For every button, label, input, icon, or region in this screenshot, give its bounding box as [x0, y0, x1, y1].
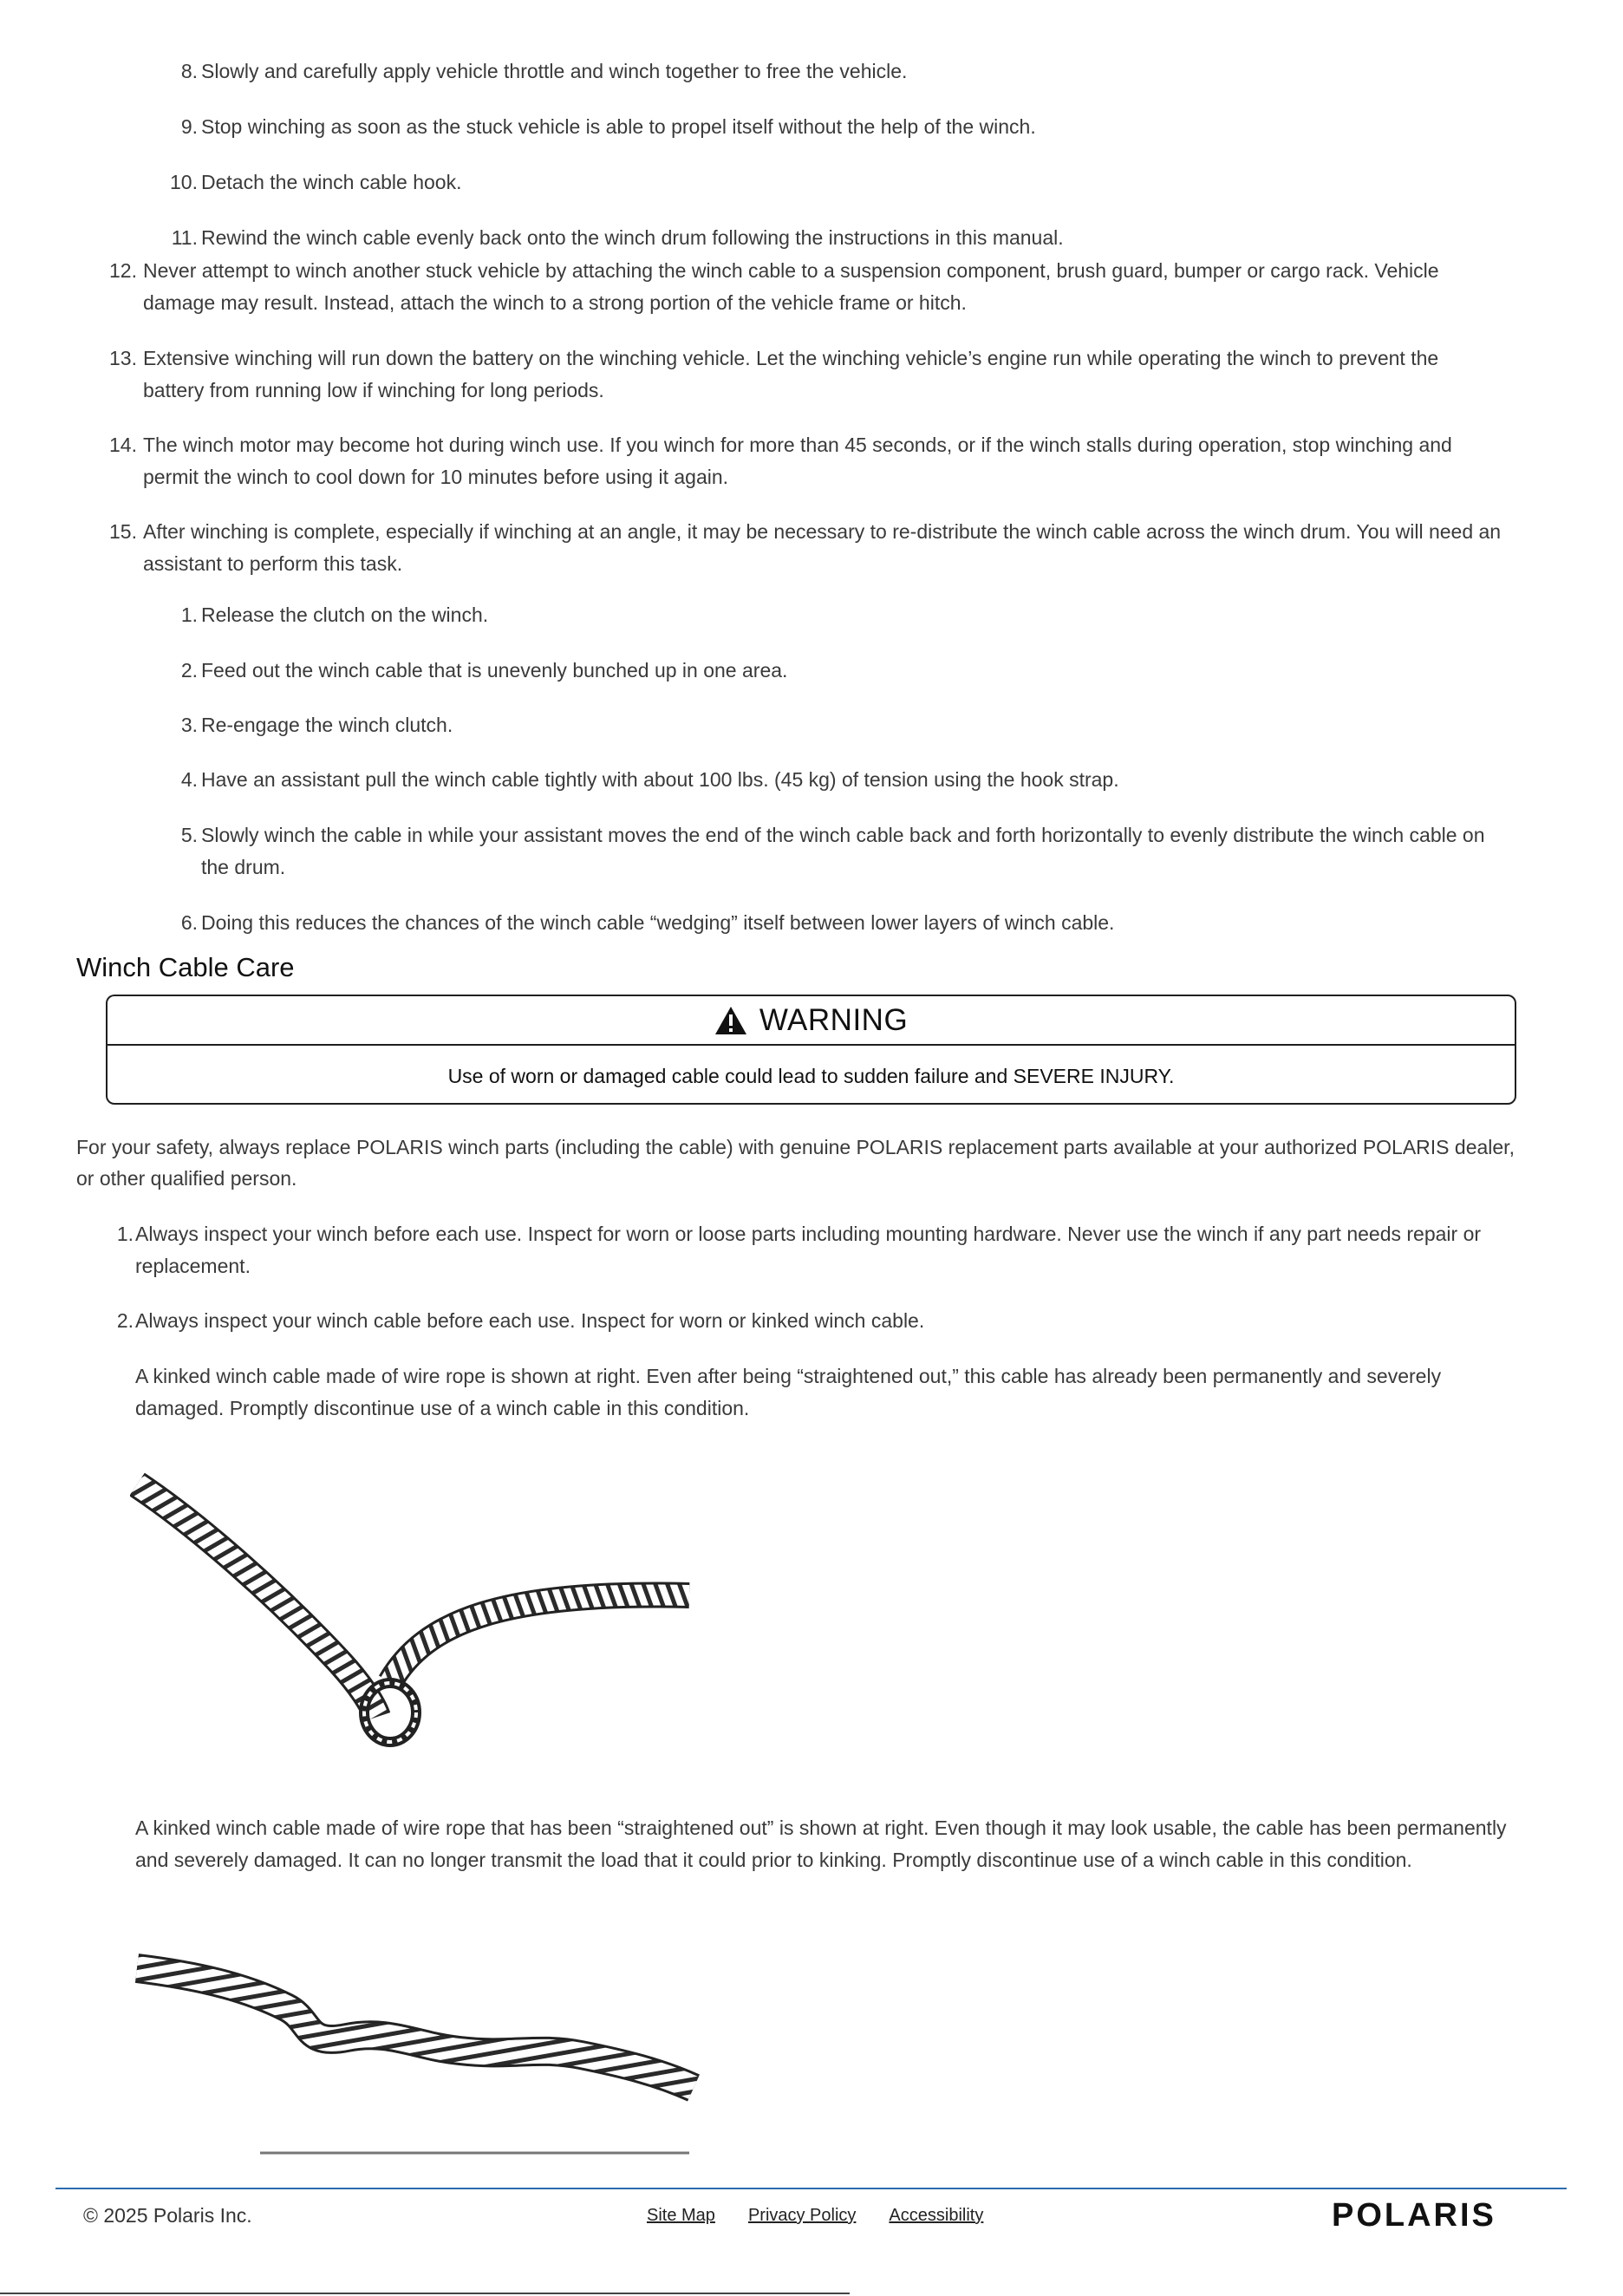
substep-text: Slowly winch the cable in while your assistant moves the end of the winch cable back and forth horizontally to evenly distribute the winch cable on [201, 824, 1485, 846]
substep-number: 2. [180, 659, 198, 682]
care-item-number: 2. [116, 1309, 134, 1332]
warning-title: WARNING [759, 1002, 909, 1037]
substep-number: 4. [180, 768, 198, 791]
item-text: Never attempt to winch another stuck vehicle by attaching the winch cable to a suspension component, brush guard, bumper or cargo rack. Vehicle [143, 259, 1439, 282]
accessibility-link[interactable]: Accessibility [889, 2206, 984, 2225]
item-text: After winching is complete, especially if winching at an angle, it may be necessary to re-distribute the winch cable across the winch drum. You will need an [143, 520, 1502, 543]
footer-links [647, 2203, 983, 2228]
intro-text: For your safety, always replace POLARIS winch parts (including the cable) with genuine POLARIS replacement parts available at your authorized POLARIS dealer, [76, 1136, 1515, 1158]
substep-text: Doing this reduces the chances of the winch cable “wedging” itself between lower layers of winch cable. [201, 911, 1115, 934]
privacy-policy-link[interactable]: Privacy Policy [747, 2206, 857, 2225]
warning-box [106, 995, 1516, 1105]
step-number: 11. [171, 226, 198, 249]
step-text: Slowly and carefully apply vehicle throttle and winch together to free the vehicle. [201, 60, 908, 82]
step-text: Detach the winch cable hook. [201, 171, 462, 193]
substep-text: Re-engage the winch clutch. [201, 714, 453, 736]
substep-text: Release the clutch on the winch. [201, 603, 489, 626]
page-edge-line [0, 2293, 850, 2294]
polaris-logo[interactable] [1332, 2197, 1540, 2232]
site-map-link[interactable]: Site Map [647, 2206, 715, 2225]
intro-text: or other qualified person. [76, 1167, 297, 1190]
step-text: Rewind the winch cable evenly back onto the winch drum following the instructions in this manual. [201, 226, 1064, 249]
footer-divider [55, 2188, 1567, 2189]
straightened-cable-illustration [130, 1942, 702, 2159]
item-text: assistant to perform this task. [143, 552, 403, 575]
item-number: 13. [109, 347, 137, 369]
item-text: permit the winch to cool down for 10 minutes before using it again. [143, 466, 729, 488]
care-item-text: Always inspect your winch before each use. Inspect for worn or loose parts including mounting hardware. Never use the winch if any part needs repair or [135, 1223, 1482, 1245]
kink-note-text: damaged. Promptly discontinue use of a winch cable in this condition. [135, 1397, 750, 1419]
item-text: Extensive winching will run down the battery on the winching vehicle. Let the winching vehicle’s engine run while operating the winch to prevent the [143, 347, 1439, 369]
substep-number: 1. [180, 603, 198, 626]
substep-text: Have an assistant pull the winch cable tightly with about 100 lbs. (45 kg) of tension using the hook strap. [201, 768, 1119, 791]
copyright-text: © 2025 Polaris Inc. [83, 2204, 252, 2227]
item-number: 15. [109, 520, 137, 543]
care-item-text: Always inspect your winch cable before each use. Inspect for worn or kinked winch cable. [135, 1309, 925, 1332]
kinked-cable-illustration [130, 1465, 702, 1760]
step-number: 9. [180, 115, 198, 138]
substep-text: Feed out the winch cable that is unevenly bunched up in one area. [201, 659, 788, 682]
substep-number: 3. [180, 714, 198, 736]
step-number: 8. [180, 60, 198, 82]
item-text: battery from running low if winching for long periods. [143, 379, 604, 401]
section-heading: Winch Cable Care [76, 952, 295, 982]
care-item-number: 1. [116, 1223, 134, 1245]
kink-note-text: A kinked winch cable made of wire rope is shown at right. Even after being “straightened out,” this cable has already been permanently and severely [135, 1365, 1442, 1387]
warning-triangle-icon [714, 1006, 747, 1035]
logo-wordmark: POLARIS [1332, 2197, 1496, 2232]
item-text: The winch motor may become hot during winch use. If you winch for more than 45 seconds, or if the winch stalls during operation, stop winching and [143, 434, 1452, 456]
kink-note-text: and severely damaged. It can no longer transmit the load that it could prior to kinking. Promptly discontinue use of a winch cable in this condition. [135, 1849, 1412, 1871]
step-text: Stop winching as soon as the stuck vehicle is able to propel itself without the help of the winch. [201, 115, 1036, 138]
care-item-text: replacement. [135, 1255, 251, 1277]
warning-header [108, 996, 1515, 1046]
item-text: damage may result. Instead, attach the winch to a strong portion of the vehicle frame or hitch. [143, 291, 967, 314]
item-number: 12. [109, 259, 137, 282]
step-number: 10. [170, 171, 198, 193]
substep-number: 6. [180, 911, 198, 934]
warning-message: Use of worn or damaged cable could lead to sudden failure and SEVERE INJURY. [447, 1064, 1175, 1087]
substep-number: 5. [180, 824, 198, 846]
item-number: 14. [109, 434, 137, 456]
kink-note-text: A kinked winch cable made of wire rope that has been “straightened out” is shown at right. Even though it may look usable, the cable has been permanently [135, 1817, 1507, 1839]
substep-text: the drum. [201, 856, 286, 878]
